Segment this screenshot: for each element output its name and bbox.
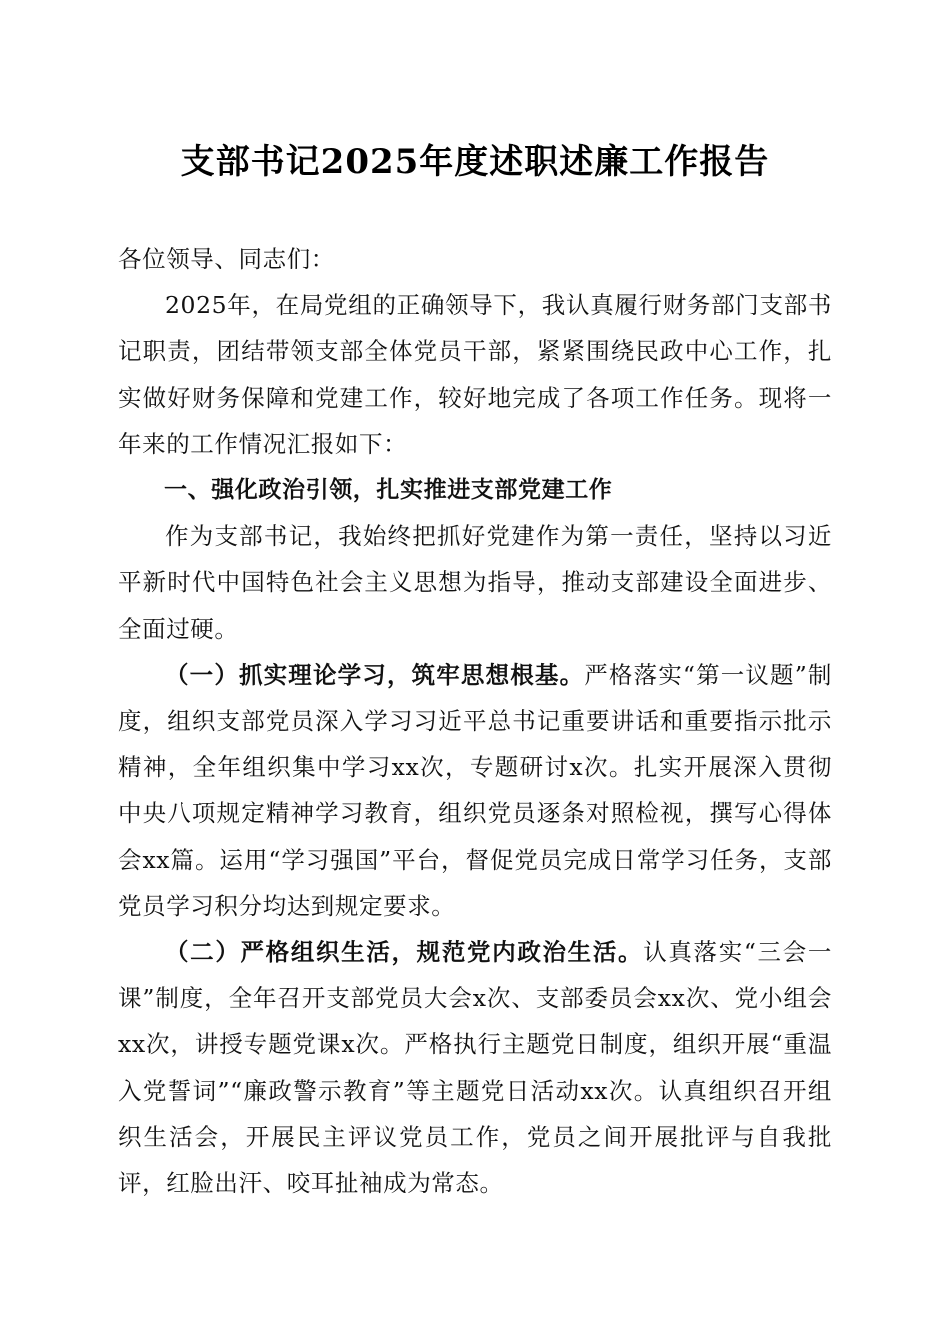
item-2-text: 认真落实“三会一课”制度，全年召开支部党员大会x次、支部委员会xx次、党小组会xx次，讲授专题党课x次。严格执行主题党日制度，组织开展“重温入党誓词”“廉政警示教育”等主题党日活动xx次。认真组织召开组织生活会，开展民主评议党员工作，党员之间开展批评与自我批评，红脸出汗、咬耳扯袖成为常态。 <box>118 938 832 1198</box>
section-1-paragraph: 作为支部书记，我始终把抓好党建作为第一责任，坚持以习近平新时代中国特色社会主义思想为指导，推动支部建设全面进步、全面过硬。 <box>118 522 832 643</box>
intro-paragraph: 2025年，在局党组的正确领导下，我认真履行财务部门支部书记职责，团结带领支部全体党员干部，紧紧围绕民政中心工作，扎实做好财务保障和党建工作，较好地完成了各项工作任务。现将一年来的工作情况汇报如下： <box>118 291 832 458</box>
section-heading-1: 一、强化政治引领，扎实推进支部党建工作 <box>164 477 613 504</box>
item-1-paragraph <box>118 652 832 929</box>
document-title: 支部书记2025年度述职述廉工作报告 <box>180 142 770 182</box>
item-2-paragraph <box>118 929 832 1206</box>
document-body <box>118 236 832 1206</box>
item-1-lead: （一）抓实理论学习，筑牢思想根基。 <box>165 660 585 689</box>
salutation: 各位领导、同志们： <box>118 245 335 273</box>
item-1-text: 严格落实“第一议题”制度，组织支部党员深入学习习近平总书记重要讲话和重要指示批示精神，全年组织集中学习xx次，专题研讨x次。扎实开展深入贯彻中央八项规定精神学习教育，组织党员逐条对照检视，撰写心得体会xx篇。运用“学习强国”平台，督促党员完成日常学习任务，支部党员学习积分均达到规定要求。 <box>118 660 832 920</box>
item-2-lead: （二）严格组织生活，规范党内政治生活。 <box>165 938 644 967</box>
